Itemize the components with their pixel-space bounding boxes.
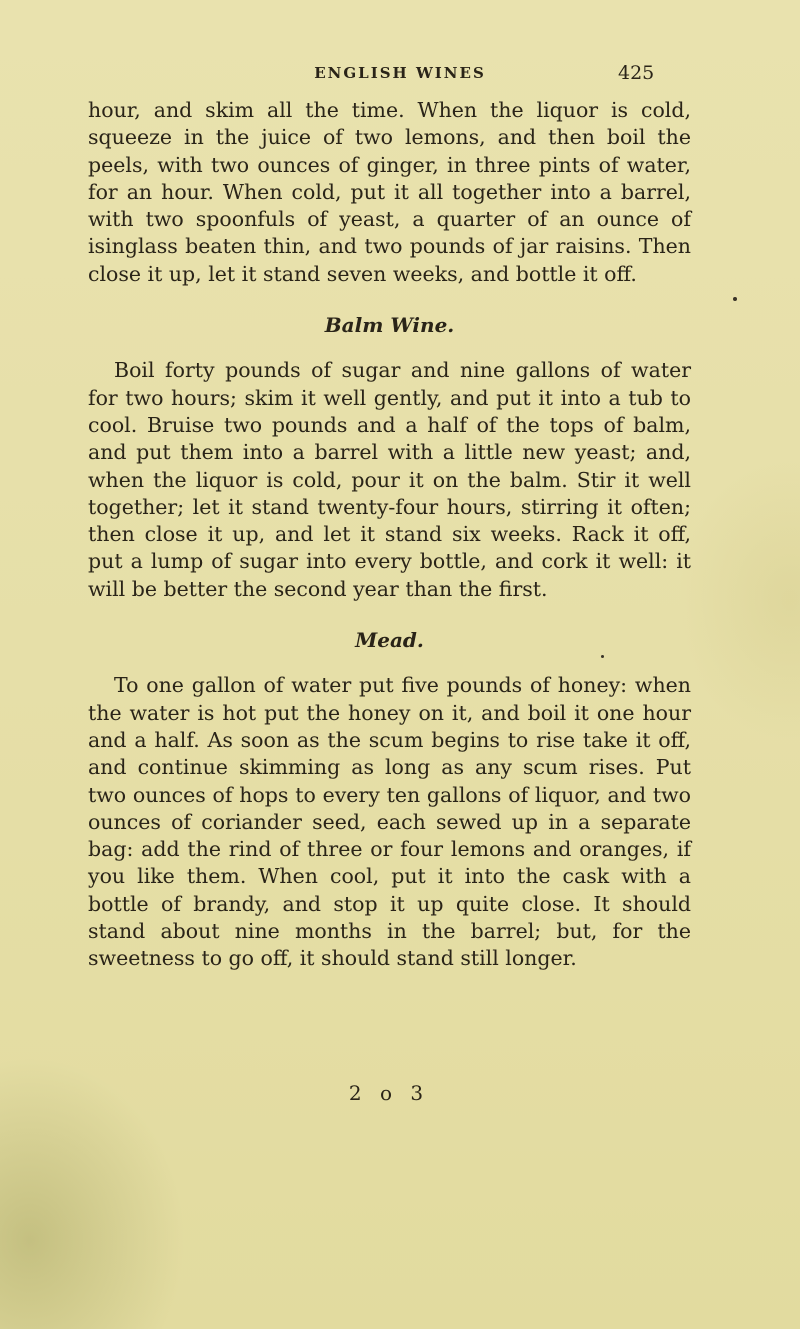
body-text — [88, 97, 691, 973]
ink-speck — [733, 297, 737, 301]
mead-paragraph: To one gallon of water put five pounds of honey: when the water is hot put the honey on it, and boil it one hour and a half. As soon as the scum begins to rise take it off, and continue skimming as long as any scum rises. Put two ounces of hops to every ten gallons of liquor, and two ounces of coriander seed, each sewed up in a separate bag: add the rind of three or four lemons and oranges, if you like them. When cool, put it into the cask with a bottle of brandy, and stop it up quite close. It should stand about nine months in the barrel; but, for the sweetness to go off, it should stand still longer. — [88, 673, 691, 971]
balm-wine-paragraph: Boil forty pounds of sugar and nine gallons of water for two hours; skim it well gently, and put it into a tub to cool. Bruise two pounds and a half of the tops of balm, and put them into a barrel with a little new yeast; and, when the liquor is cold, pour it on the balm. Stir it well together; let it stand twenty-four hours, stirring it often; then close it up, and let it stand six weeks. Rack it off, put a lump of sugar into every bottle, and cork it well: it will be better the second year than the first. — [88, 358, 691, 601]
intro-paragraph: hour, and skim all the time. When the liquor is cold, squeeze in the juice of two lemons, and then boil the peels, with two ounces of ginger, in three pints of water, for an hour. When cold, put it all together into a barrel, with two spoonfuls of yeast, a quarter of an ounce of isinglass beaten thin, and two pounds of jar raisins. Then close it up, let it stand seven weeks, and bottle it off. — [88, 98, 691, 286]
mead-heading: Mead. — [355, 628, 424, 653]
running-title: ENGLISH WINES — [314, 64, 486, 82]
page-number: 425 — [618, 62, 655, 84]
ink-speck — [601, 655, 604, 658]
balm-wine-heading: Balm Wine. — [324, 313, 455, 338]
page-header — [0, 58, 800, 88]
signature-mark: 2 o 3 — [348, 1081, 430, 1105]
